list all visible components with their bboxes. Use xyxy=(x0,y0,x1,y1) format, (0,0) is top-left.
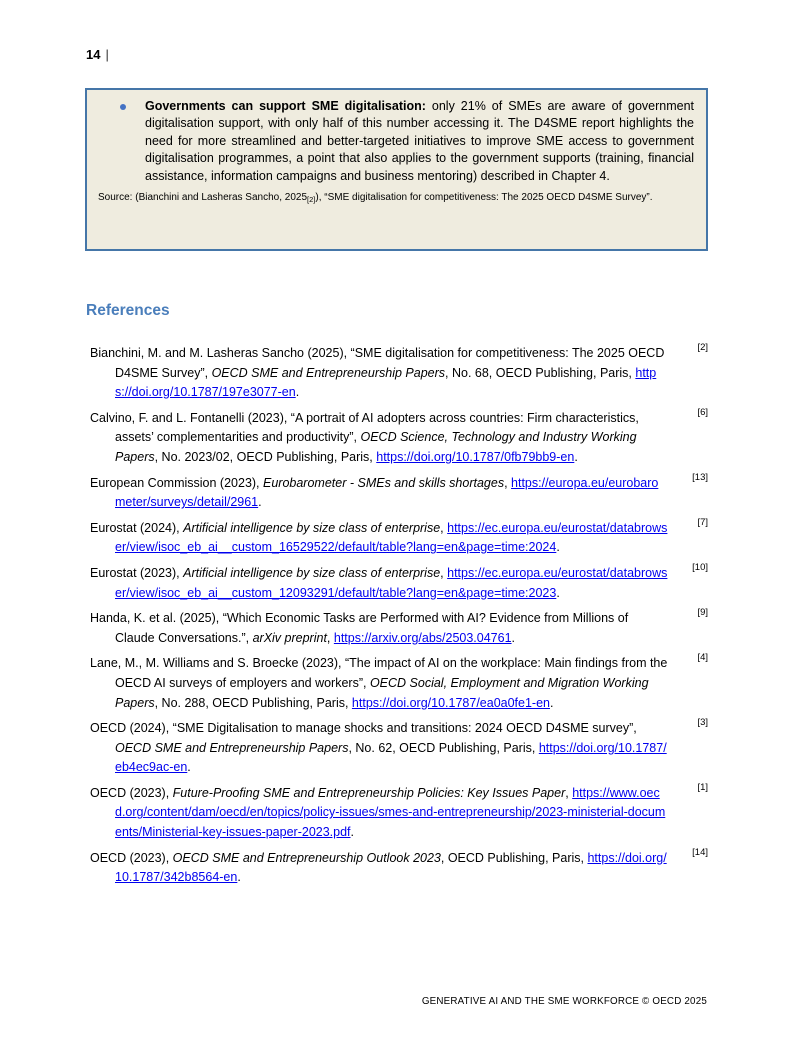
reference-italic-title: OECD Science, Technology and Industry Working Papers xyxy=(115,430,637,464)
reference-italic-title: Eurobarometer - SMEs and skills shortages xyxy=(263,475,505,490)
reference-plain-text: Eurostat (2024), xyxy=(90,520,184,535)
citation-number: [4] xyxy=(697,652,708,664)
highlight-box xyxy=(85,88,708,251)
citation-number: [14] xyxy=(692,846,708,858)
reference-plain-text: . xyxy=(574,449,578,464)
reference-plain-text: OECD (2023), xyxy=(90,785,173,800)
reference-text xyxy=(90,474,668,513)
reference-plain-text: , xyxy=(565,785,573,800)
reference-entry xyxy=(90,719,710,778)
reference-plain-text: , xyxy=(440,565,448,580)
bullet-icon xyxy=(120,104,126,110)
reference-plain-text: . xyxy=(295,385,300,400)
citation-number: [6] xyxy=(697,406,708,418)
reference-plain-text: , xyxy=(504,475,512,490)
reference-entry xyxy=(90,654,710,713)
reference-italic-title: OECD SME and Entrepreneurship Papers xyxy=(211,365,446,380)
reference-plain-text: , OECD Publishing, Paris, xyxy=(440,850,588,865)
reference-plain-text: , No. 2023/02, OECD Publishing, Paris, xyxy=(154,449,377,464)
reference-entry xyxy=(90,471,710,513)
reference-text xyxy=(90,784,668,843)
reference-entry xyxy=(90,344,710,403)
references-heading: References xyxy=(86,302,170,319)
source-prefix: Source: (Bianchini and Lasheras Sancho, 2025 xyxy=(98,192,308,204)
reference-text xyxy=(90,519,668,558)
reference-text xyxy=(90,719,668,778)
citation-number: [9] xyxy=(697,607,708,619)
reference-link[interactable]: https://arxiv.org/abs/2503.04761 xyxy=(333,630,512,645)
reference-entry xyxy=(90,561,710,603)
reference-italic-title: Artificial intelligence by size class of enterprise xyxy=(183,565,441,580)
reference-link[interactable]: https://ec.europa.eu/eurostat/databrowser/view/isoc_eb_ai__custom_12093291/default/table?lang=en&page=time:2023 xyxy=(115,565,668,600)
reference-entry xyxy=(90,516,710,558)
source-suffix: ), “SME digitalisation for competitiveness: The 2025 OECD D4SME Survey”. xyxy=(315,192,653,204)
bullet-lead-bold: Governments can support SME digitalisation: xyxy=(145,99,426,113)
reference-link[interactable]: https://doi.org/10.1787/ea0a0fe1-en xyxy=(351,695,550,710)
reference-plain-text: Calvino, F. and L. Fontanelli (2023), “A portrait of AI adopters across countries: Firm characteristics, assets’ complementarities and productivity”, xyxy=(90,410,639,445)
reference-text xyxy=(90,849,668,888)
reference-text xyxy=(90,609,668,648)
reference-plain-text: . xyxy=(511,630,516,645)
reference-plain-text: . xyxy=(556,540,560,555)
bullet-body: only 21% of SMEs are aware of government digitalisation support, with only half of this number accessing it. The D4SME report highlights the need for more streamlined and better-targeted initiatives to improve SME access to government digitalisation programmes, a point that also applies to the government supports (training, financial assistance, information campaigns and business mentoring) described in Chapter 4. xyxy=(145,99,694,183)
reference-plain-text: OECD (2023), xyxy=(90,850,173,865)
reference-italic-title: OECD SME and Entrepreneurship Outlook 2023 xyxy=(172,850,441,865)
reference-entry xyxy=(90,609,710,648)
reference-plain-text: , xyxy=(326,630,334,645)
page-number-separator: | xyxy=(105,47,109,62)
reference-italic-title: arXiv preprint xyxy=(252,630,327,645)
reference-plain-text: . xyxy=(237,870,241,885)
reference-plain-text: , No. 288, OECD Publishing, Paris, xyxy=(154,695,352,710)
reference-plain-text: . xyxy=(258,495,262,510)
reference-link[interactable]: https://doi.org/10.1787/197e3077-en xyxy=(115,365,657,400)
page-header xyxy=(86,47,109,62)
reference-plain-text: OECD (2024), “SME Digitalisation to manage shocks and transitions: 2024 OECD D4SME survey”, xyxy=(90,721,637,736)
reference-link[interactable]: https://doi.org/10.1787/342b8564-en xyxy=(115,850,667,885)
reference-plain-text: Handa, K. et al. (2025), “Which Economic Tasks are Performed with AI? Evidence from Millions of Claude Conversations.”, xyxy=(90,611,629,645)
reference-plain-text: , xyxy=(440,520,448,535)
reference-plain-text: European Commission (2023), xyxy=(90,475,263,490)
citation-number: [7] xyxy=(697,516,708,528)
citation-number: [3] xyxy=(697,717,708,729)
reference-text xyxy=(90,654,668,713)
citation-number: [10] xyxy=(692,561,708,573)
reference-plain-text: . xyxy=(350,825,355,840)
bullet-text xyxy=(145,98,694,185)
reference-italic-title: Artificial intelligence by size class of enterprise xyxy=(183,520,441,535)
bullet-item xyxy=(87,98,694,185)
reference-plain-text: . xyxy=(556,585,560,600)
page-number: 14 xyxy=(86,47,101,62)
references-list xyxy=(90,344,710,894)
reference-italic-title: OECD Social, Employment and Migration Working Papers xyxy=(115,675,649,710)
reference-text xyxy=(90,564,668,603)
reference-plain-text: . xyxy=(550,695,554,710)
citation-number: [2] xyxy=(697,342,708,353)
reference-plain-text: Lane, M., M. Williams and S. Broecke (2023), “The impact of AI on the workplace: Main findings from the OECD AI surveys of employers and workers”, xyxy=(90,656,668,690)
reference-entry xyxy=(90,406,710,468)
source-citation-subscript: [2] xyxy=(307,195,316,205)
citation-number: [13] xyxy=(692,471,708,483)
reference-text xyxy=(90,344,668,403)
reference-text xyxy=(90,409,668,468)
reference-plain-text: Bianchini, M. and M. Lasheras Sancho (2025), “SME digitalisation for competitiveness: The 2025 OECD D4SME Survey”, xyxy=(90,346,665,380)
reference-entry xyxy=(90,846,710,888)
reference-link[interactable]: https://www.oecd.org/content/dam/oecd/en/topics/policy-issues/smes-and-entrepreneurship/2023-ministerial-documents/Ministerial-key-issues-paper-2023.pdf xyxy=(115,785,666,840)
reference-plain-text: . xyxy=(187,760,191,775)
reference-plain-text: Eurostat (2023), xyxy=(90,565,184,580)
reference-plain-text: , No. 62, OECD Publishing, Paris, xyxy=(348,740,539,755)
reference-link[interactable]: https://doi.org/10.1787/0fb79bb9-en xyxy=(376,449,575,464)
reference-link[interactable]: https://doi.org/10.1787/eb4ec9ac-en xyxy=(115,740,667,775)
reference-italic-title: OECD SME and Entrepreneurship Papers xyxy=(115,740,349,755)
page-footer: GENERATIVE AI AND THE SME WORKFORCE © OECD 2025 xyxy=(421,996,707,1007)
reference-entry xyxy=(90,781,710,843)
reference-italic-title: Future-Proofing SME and Entrepreneurship Policies: Key Issues Paper xyxy=(172,785,566,800)
reference-link[interactable]: https://ec.europa.eu/eurostat/databrowser/view/isoc_eb_ai__custom_16529522/default/table?lang=en&page=time:2024 xyxy=(115,520,668,555)
source-note xyxy=(98,192,694,204)
reference-plain-text: , No. 68, OECD Publishing, Paris, xyxy=(445,365,636,380)
citation-number: [1] xyxy=(697,781,708,793)
reference-link[interactable]: https://europa.eu/eurobarometer/surveys/detail/2961 xyxy=(115,475,659,510)
